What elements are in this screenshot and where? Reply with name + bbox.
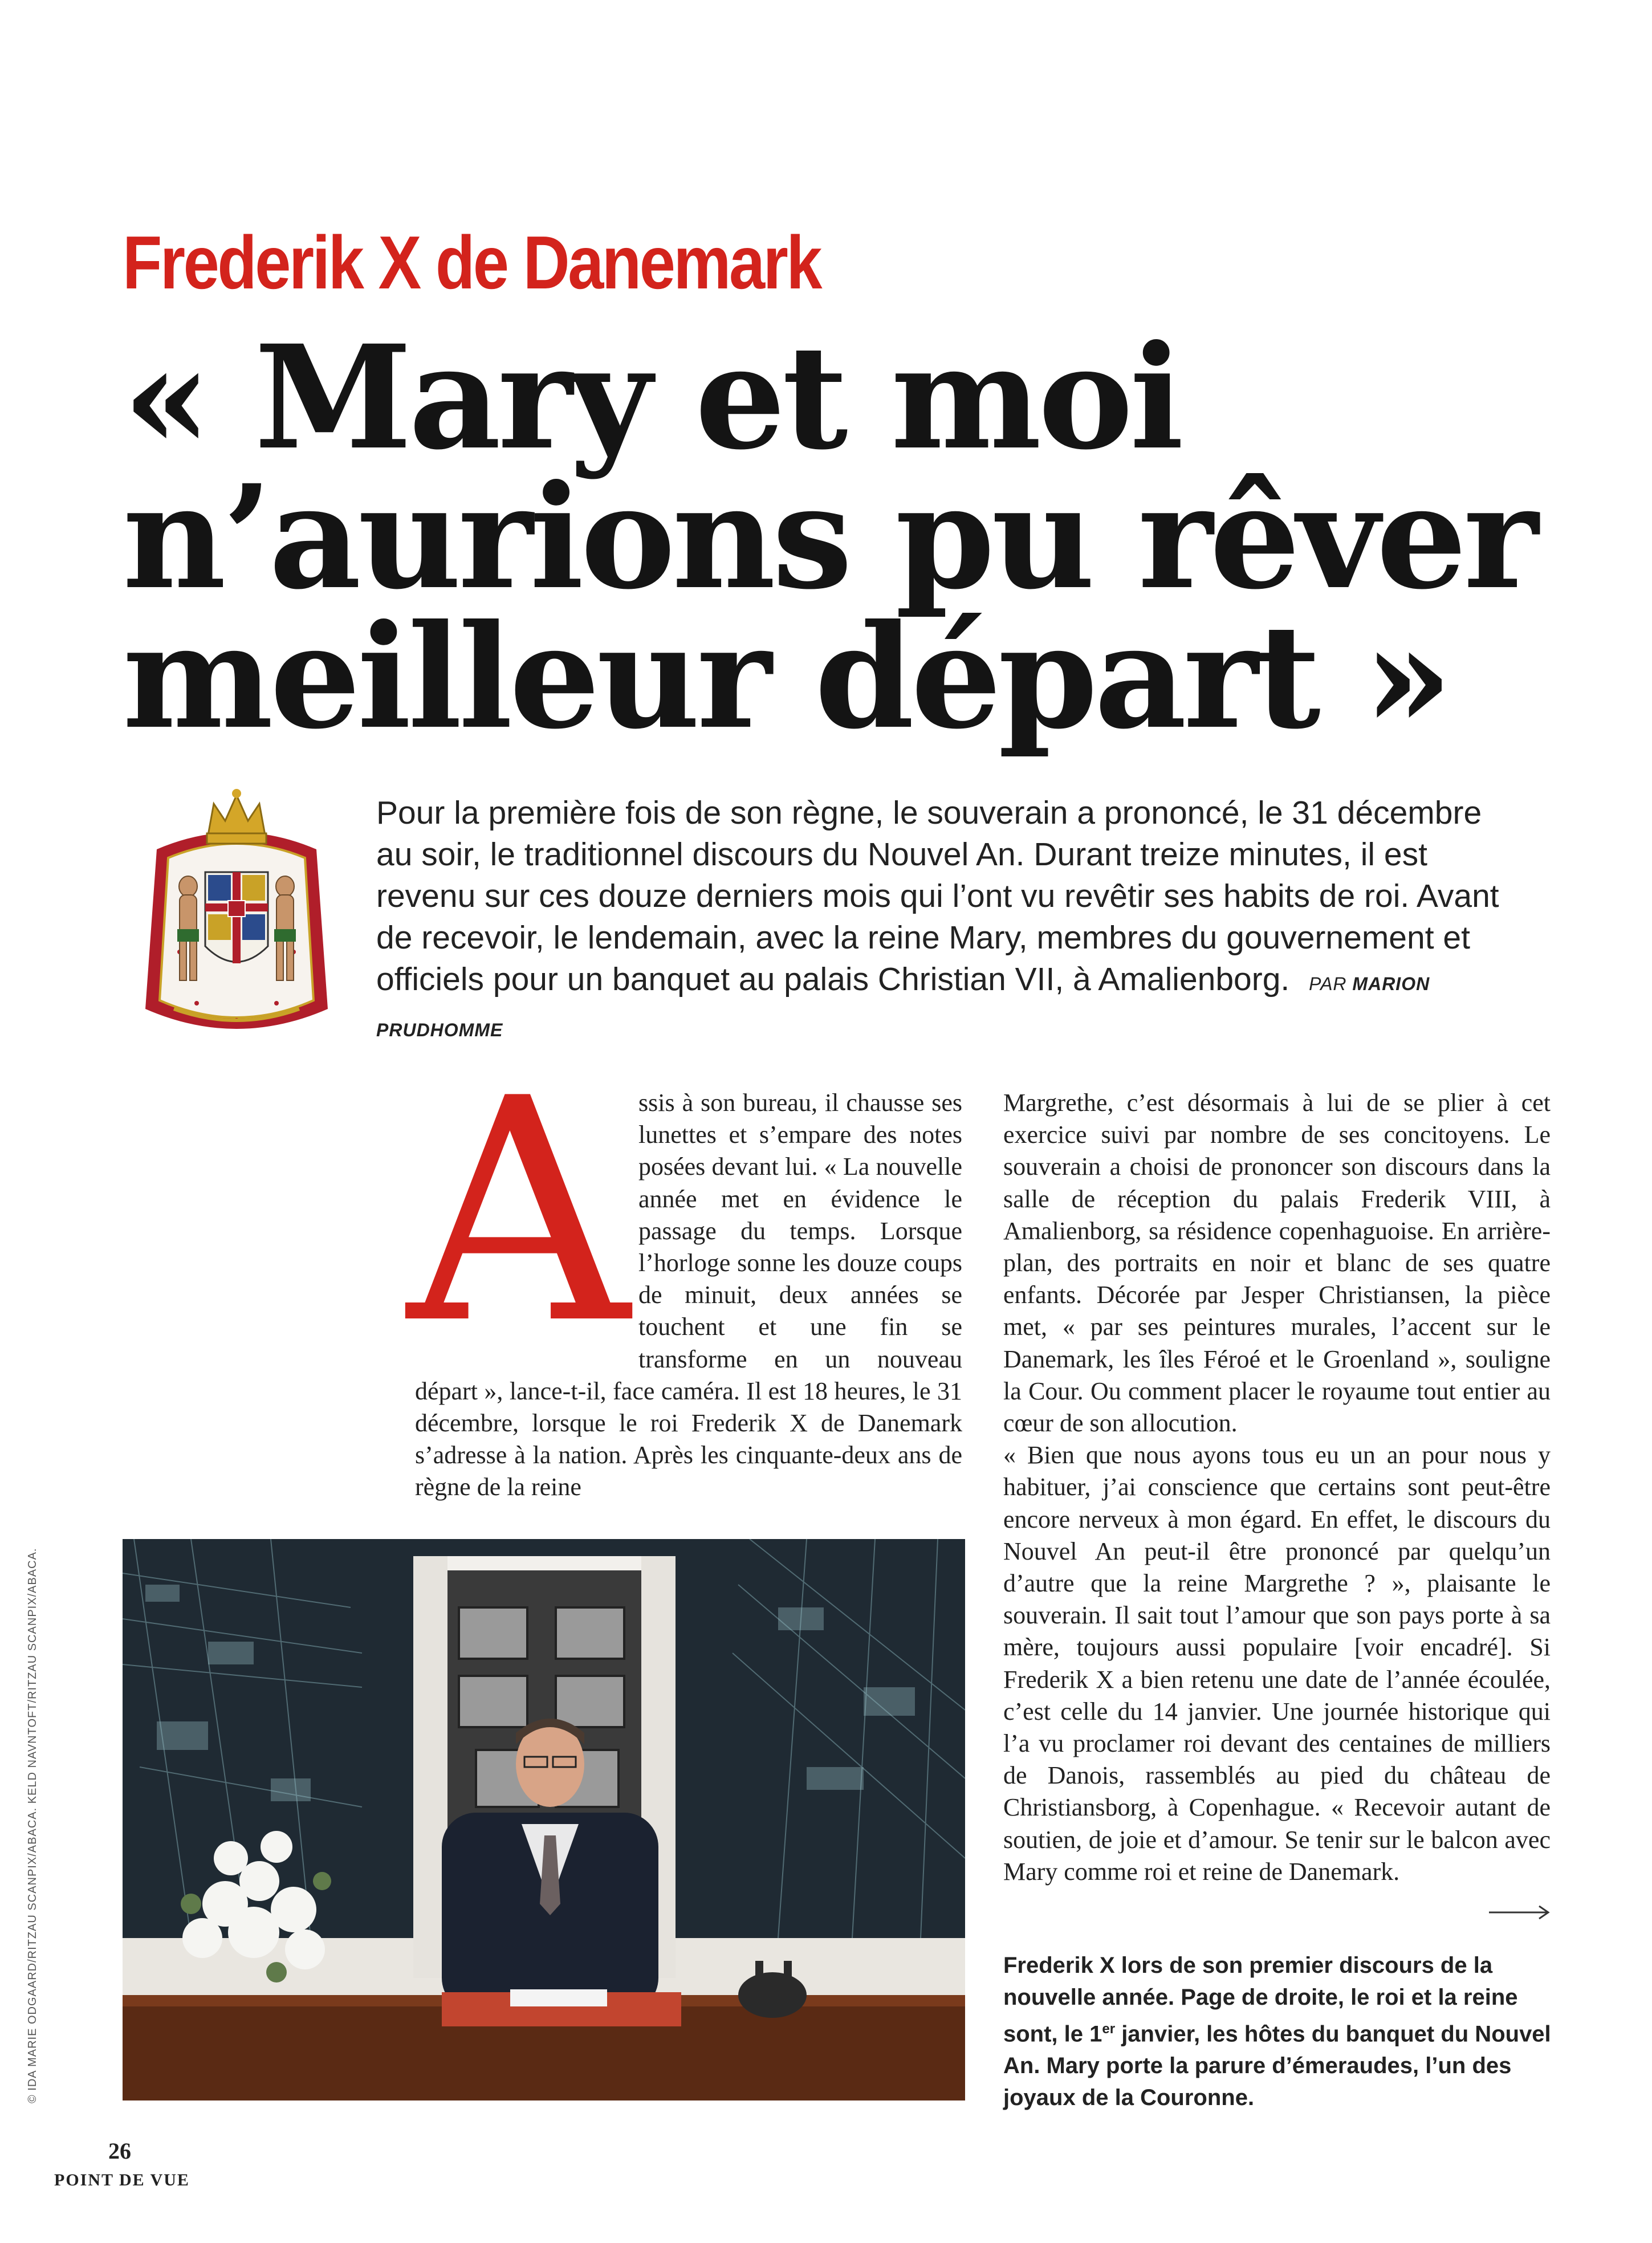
page-number: 26: [108, 2138, 131, 2164]
article-paragraph-2: Margrethe, c’est désormais à lui de se plier à cet exercice suivi par nombre de ses concitoyens. Le souverain a choisi de prononcer son discours dans la salle de réception du palais Frederik VIII, à Amalienborg, sa résidence copenhaguoise. En arrière-plan, des portraits en noir et blanc de ses quatre enfants. Décorée par Jesper Christiansen, la pièce met, « par ses peintures murales, l’accent sur le Danemark, les îles Féroé et le Groenland », souligne la Cour. Ou comment placer le royaume tout entier au cœur de son allocution.: [1003, 1089, 1551, 1438]
standfirst: [376, 792, 1516, 1051]
article-column-1: [407, 1033, 962, 1504]
caption-part-1: Frederik X lors de son premier discours de la nouvelle année. Page de droite, le roi et la reine sont, le 1: [1003, 1953, 1518, 2047]
danish-royal-coat-of-arms-icon: [123, 781, 351, 1043]
article-paragraph-1: ssis à son bureau, il chausse ses lunettes et s’empare des notes posées devant lui. « La nouvelle année met en évidence le passage du temps. Lorsque l’horloge sonne les douze coups de minuit, deux années se touchent et une fin se transforme en un nouveau départ », lance-t-il, face caméra. Il est 18 heures, le 31 décembre, lorsque le roi Frederik X de Danemark s’adresse à la nation. Après les cinquante-deux ans de règne de la reine: [415, 1089, 962, 1501]
headline-line-3: meilleur départ »: [123, 593, 1450, 760]
byline-prefix: PAR: [1309, 974, 1347, 994]
article-paragraph-3: « Bien que nous ayons tous eu un an pour nous y habituer, j’ai conscience que certains sont peut-être encore nerveux à mon égard. En effet, le discours du Nouvel An peut-il être prononcé par quelqu’un d’autre que la reine Margrethe ? », plaisante le souverain. Il sait tout l’amour que son pays porte à sa mère, toujours aussi populaire [voir encadré]. Si Frederik X a bien retenu une date de l’année écoulée, c’est celle du 14 janvier. Une journée historique qui l’a vu proclamer roi devant des centaines de milliers de Danois, rassemblés au pied du château de Christiansborg, à Copenhague. « Recevoir autant de soutien, de joie et d’amour. Se tenir sur le balcon avec Mary comme roi et reine de Danemark.: [1003, 1441, 1551, 1886]
article-kicker: Frederik X de Danemark: [123, 221, 821, 304]
caption-part-2: janvier, les hôtes du banquet du Nouvel An. Mary porte la parure d’émeraudes, l’un des joyaux de la Couronne.: [1003, 2021, 1551, 2111]
photo-credit: © IDA MARIE ODGAARD/RITZAU SCANPIX/ABACA. KELD NAVNTOFT/RITZAU SCANPIX/ABACA.: [26, 1548, 39, 2103]
photo-caption: [1003, 1949, 1562, 2114]
headline-line-1: « Mary et moi: [123, 314, 1181, 481]
article-column-2: [1003, 1087, 1551, 1888]
headline-line-2: n’aurions pu rêver: [123, 453, 1535, 621]
caption-superscript: er: [1102, 2021, 1116, 2037]
king-new-year-speech-photo: [123, 1539, 965, 2100]
drop-cap: A: [407, 1033, 629, 1391]
magazine-name: POINT DE VUE: [54, 2171, 190, 2189]
headline: [123, 314, 1548, 760]
byline-author: MARION PRUDHOMME: [376, 974, 1430, 1040]
continue-arrow-icon: [1488, 1904, 1551, 1921]
standfirst-text: Pour la première fois de son règne, le souverain a prononcé, le 31 décembre au soir, le traditionnel discours du Nouvel An. Durant treize minutes, il est revenu sur ces douze derniers mois qui l’ont vu revêtir ses habits de roi. Avant de recevoir, le lendemain, avec la reine Mary, membres du gouvernement et officiels pour un banquet au palais Christian VII, à Amalienborg.: [376, 795, 1499, 998]
